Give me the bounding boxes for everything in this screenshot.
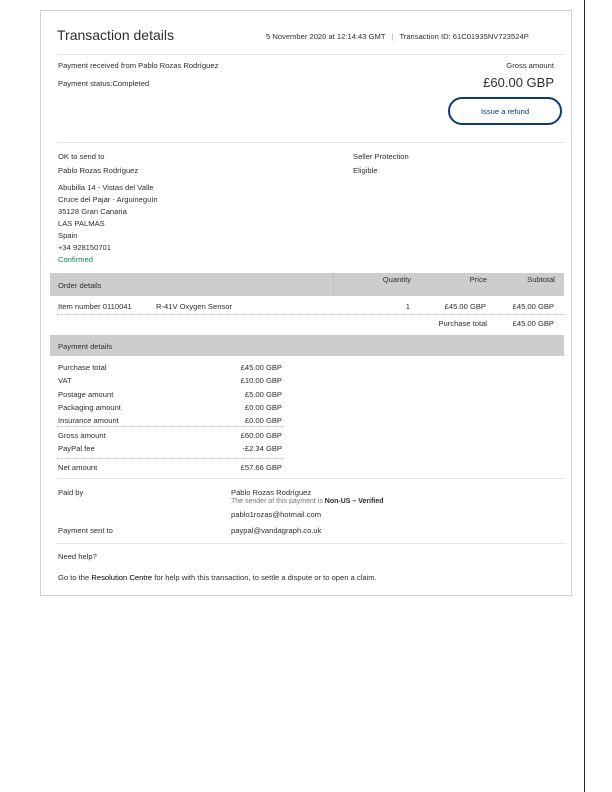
payment-row-label: PayPal fee [58, 444, 95, 454]
received-from: Payment received from Pablo Rozas Rodríguez [58, 61, 219, 70]
transaction-meta [266, 32, 529, 41]
payment-details-header [50, 335, 564, 356]
payment-row-value: £0.00 GBP [244, 416, 282, 426]
payment-status-value: Completed [112, 79, 150, 88]
payment-row-label: Packaging amount [58, 402, 121, 412]
payment-row-label: VAT [58, 376, 72, 386]
help-text-before: Go to the [58, 573, 90, 582]
column-divider [333, 273, 334, 296]
item-quantity: 1 [405, 302, 410, 311]
payment-row-value: £5.00 GBP [244, 389, 282, 399]
order-details-header [50, 273, 564, 296]
sender-verification-status: Non-US – Verified [324, 498, 384, 505]
sent-to-email: paypal@vandagraph.co.uk [231, 526, 322, 535]
col-quantity-header: Quantity [382, 275, 411, 284]
payment-row-value: £10.00 GBP [240, 376, 282, 386]
payment-row-value: £45.00 GBP [240, 363, 282, 372]
address-confirmed-status: Confirmed [58, 255, 94, 264]
sender-verification [231, 498, 384, 505]
purchase-total-label: Purchase total [438, 319, 487, 328]
row-divider [57, 314, 565, 315]
purchase-total-value: £45.00 GBP [512, 319, 554, 328]
gross-amount-value: £60.00 GBP [483, 75, 554, 90]
address-line: LAS PALMAS [58, 219, 105, 228]
transaction-datetime: 5 November 2020 at 12:14:43 GMT [266, 32, 386, 41]
divider [57, 478, 565, 479]
col-subtotal-header: Subtotal [527, 275, 555, 284]
payment-status [58, 79, 149, 88]
payment-row-label: Gross amount [58, 431, 106, 440]
meta-separator: | [391, 32, 394, 41]
item-number: Item number 0110041 [58, 302, 132, 311]
payer-email: pablo1rozas@hotmail.com [231, 510, 322, 519]
col-price-header: Price [469, 275, 487, 284]
item-price: £45.00 GBP [444, 302, 486, 311]
issue-refund-button[interactable]: Issue a refund [448, 97, 562, 125]
payment-row-value: £0.00 GBP [244, 402, 282, 412]
payment-status-label: Payment status: [58, 79, 113, 88]
help-heading: Need help? [58, 552, 97, 561]
paid-by-label: Paid by [58, 488, 84, 497]
address-line: Cruce del Pajar - Arguineguín [58, 195, 158, 204]
row-divider [57, 426, 283, 427]
payment-row-label: Insurance amount [58, 416, 119, 426]
transaction-id: Transaction ID: 61C01935NV723524P [399, 32, 529, 41]
gross-amount-label: Gross amount [506, 61, 554, 70]
fee-values [221, 429, 282, 456]
divider [57, 543, 565, 544]
payment-values [221, 361, 282, 427]
payment-row-label: Postage amount [58, 389, 114, 399]
payment-details-heading: Payment details [58, 342, 113, 351]
divider [57, 54, 565, 55]
sent-to-label: Payment sent to [58, 526, 113, 535]
payment-row-label: Purchase total [58, 363, 107, 372]
page-edge-rule [584, 0, 585, 792]
net-amount-label: Net amount [58, 463, 98, 472]
sender-verification-prefix: The sender of this payment is [231, 498, 323, 505]
phone-number: +34 928150701 [58, 243, 112, 252]
divider [57, 142, 565, 143]
address-line: Abubilla 14 - Vistas del Valle [58, 183, 154, 192]
payment-row-value: -£2.34 GBP [242, 444, 282, 454]
transaction-card [40, 10, 572, 596]
net-amount-value: £57.66 GBP [240, 463, 282, 472]
help-text [58, 573, 377, 582]
fee-labels [58, 429, 106, 456]
seller-protection-value: Eligible [353, 166, 378, 175]
recipient-name: Pablo Rozas Rodríguez [58, 166, 139, 175]
payment-labels [58, 361, 121, 427]
seller-protection-label: Seller Protection [353, 152, 409, 161]
shipping-address [58, 182, 158, 266]
resolution-centre-link[interactable]: Resolution Centre [91, 573, 153, 582]
row-divider [57, 458, 283, 459]
order-details-heading: Order details [58, 281, 102, 290]
payer-name: Pablo Rozas Rodríguez [231, 488, 312, 497]
address-line: 35128 Gran Canaria [58, 207, 127, 216]
payment-row-value: £60.00 GBP [240, 431, 282, 440]
item-subtotal: £45.00 GBP [512, 302, 554, 311]
item-name: R-41V Oxygen Sensor [156, 302, 232, 311]
address-line: Spain [58, 231, 78, 240]
ok-to-send-label: OK to send to [58, 152, 105, 161]
page-title: Transaction details [57, 27, 174, 43]
help-text-after: for help with this transaction, to settle a dispute or to open a claim. [154, 573, 377, 582]
